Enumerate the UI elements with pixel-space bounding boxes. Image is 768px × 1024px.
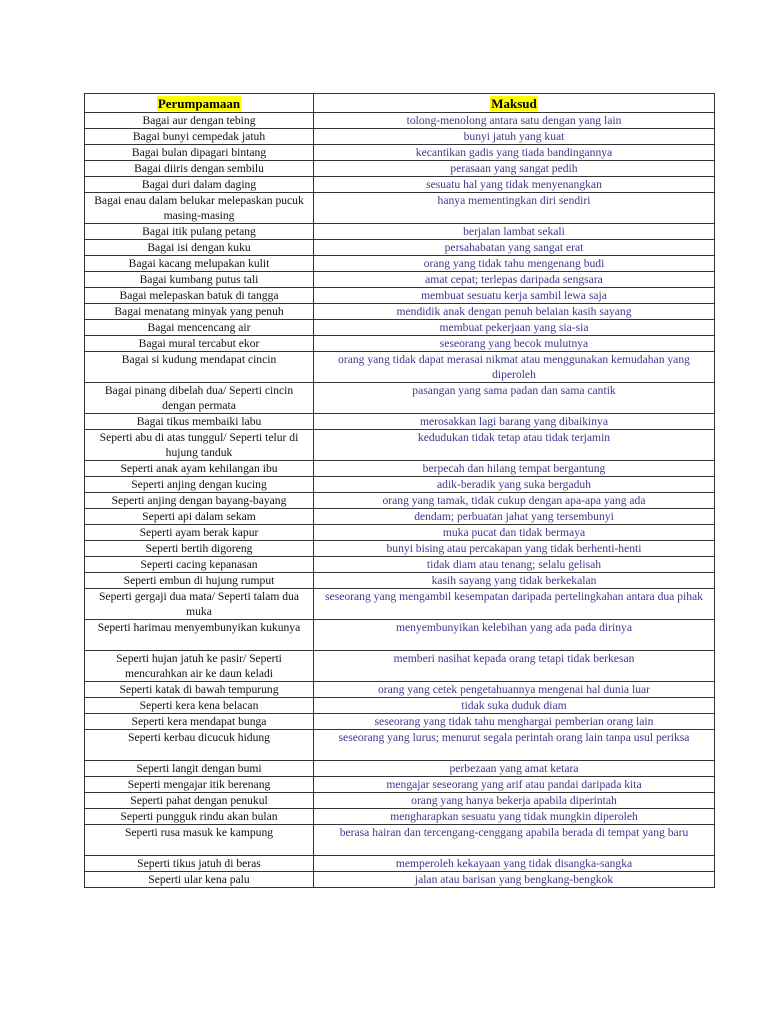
header-maksud-label: Maksud bbox=[491, 96, 537, 111]
perumpamaan-cell: Bagai menatang minyak yang penuh bbox=[85, 304, 314, 320]
table-row bbox=[85, 541, 715, 557]
perumpamaan-cell: Seperti katak di bawah tempurung bbox=[85, 682, 314, 698]
perumpamaan-cell: Bagai kumbang putus tali bbox=[85, 272, 314, 288]
maksud-cell: berjalan lambat sekali bbox=[314, 224, 715, 240]
perumpamaan-cell: Seperti embun di hujung rumput bbox=[85, 573, 314, 589]
maksud-cell: memperoleh kekayaan yang tidak disangka-sangka bbox=[314, 856, 715, 872]
table-row bbox=[85, 414, 715, 430]
perumpamaan-cell: Bagai melepaskan batuk di tangga bbox=[85, 288, 314, 304]
perumpamaan-cell: Seperti rusa masuk ke kampung bbox=[85, 825, 314, 856]
table-row bbox=[85, 761, 715, 777]
perumpamaan-cell: Seperti anjing dengan kucing bbox=[85, 477, 314, 493]
maksud-cell: mengajar seseorang yang arif atau pandai daripada kita bbox=[314, 777, 715, 793]
maksud-cell: memberi nasihat kepada orang tetapi tidak berkesan bbox=[314, 651, 715, 682]
table-row bbox=[85, 477, 715, 493]
perumpamaan-cell: Seperti mengajar itik berenang bbox=[85, 777, 314, 793]
table-row bbox=[85, 651, 715, 682]
perumpamaan-cell: Seperti anjing dengan bayang-bayang bbox=[85, 493, 314, 509]
table-row bbox=[85, 682, 715, 698]
maksud-cell: tidak diam atau tenang; selalu gelisah bbox=[314, 557, 715, 573]
perumpamaan-cell: Seperti api dalam sekam bbox=[85, 509, 314, 525]
maksud-cell: orang yang tidak dapat merasai nikmat atau menggunakan kemudahan yang diperoleh bbox=[314, 352, 715, 383]
maksud-cell: amat cepat; terlepas daripada sengsara bbox=[314, 272, 715, 288]
table-row bbox=[85, 336, 715, 352]
table-row bbox=[85, 698, 715, 714]
table-row bbox=[85, 589, 715, 620]
table-row bbox=[85, 383, 715, 414]
header-maksud bbox=[314, 94, 715, 113]
perumpamaan-cell: Seperti harimau menyembunyikan kukunya bbox=[85, 620, 314, 651]
perumpamaan-cell: Seperti langit dengan bumi bbox=[85, 761, 314, 777]
perumpamaan-cell: Bagai mural tercabut ekor bbox=[85, 336, 314, 352]
perumpamaan-table bbox=[84, 93, 715, 888]
maksud-cell: seseorang yang tidak tahu menghargai pemberian orang lain bbox=[314, 714, 715, 730]
perumpamaan-cell: Seperti kerbau dicucuk hidung bbox=[85, 730, 314, 761]
perumpamaan-cell: Bagai duri dalam daging bbox=[85, 177, 314, 193]
maksud-cell: orang yang tidak tahu mengenang budi bbox=[314, 256, 715, 272]
maksud-cell: bunyi bising atau percakapan yang tidak berhenti-henti bbox=[314, 541, 715, 557]
perumpamaan-cell: Bagai bulan dipagari bintang bbox=[85, 145, 314, 161]
table-row bbox=[85, 177, 715, 193]
perumpamaan-cell: Seperti cacing kepanasan bbox=[85, 557, 314, 573]
perumpamaan-cell: Bagai tikus membaiki labu bbox=[85, 414, 314, 430]
maksud-cell: pasangan yang sama padan dan sama cantik bbox=[314, 383, 715, 414]
perumpamaan-cell: Seperti kera mendapat bunga bbox=[85, 714, 314, 730]
perumpamaan-cell: Seperti abu di atas tunggul/ Seperti telur di hujung tanduk bbox=[85, 430, 314, 461]
perumpamaan-cell: Bagai itik pulang petang bbox=[85, 224, 314, 240]
table-row bbox=[85, 793, 715, 809]
maksud-cell: orang yang hanya bekerja apabila diperintah bbox=[314, 793, 715, 809]
maksud-cell: orang yang cetek pengetahuannya mengenai hal dunia luar bbox=[314, 682, 715, 698]
perumpamaan-cell: Bagai kacang melupakan kulit bbox=[85, 256, 314, 272]
maksud-cell: mendidik anak dengan penuh belaian kasih sayang bbox=[314, 304, 715, 320]
table-row bbox=[85, 256, 715, 272]
maksud-cell: kasih sayang yang tidak berkekalan bbox=[314, 573, 715, 589]
maksud-cell: seseorang yang becok mulutnya bbox=[314, 336, 715, 352]
maksud-cell: perbezaan yang amat ketara bbox=[314, 761, 715, 777]
perumpamaan-cell: Seperti ayam berak kapur bbox=[85, 525, 314, 541]
maksud-cell: adik-beradik yang suka bergaduh bbox=[314, 477, 715, 493]
header-perumpamaan bbox=[85, 94, 314, 113]
table-row bbox=[85, 730, 715, 761]
table-row bbox=[85, 113, 715, 129]
table-row bbox=[85, 352, 715, 383]
maksud-cell: membuat sesuatu kerja sambil lewa saja bbox=[314, 288, 715, 304]
table-row bbox=[85, 714, 715, 730]
perumpamaan-cell: Seperti pahat dengan penukul bbox=[85, 793, 314, 809]
maksud-cell: tidak suka duduk diam bbox=[314, 698, 715, 714]
maksud-cell: seseorang yang lurus; menurut segala perintah orang lain tanpa usul periksa bbox=[314, 730, 715, 761]
maksud-cell: tolong-menolong antara satu dengan yang lain bbox=[314, 113, 715, 129]
perumpamaan-cell: Bagai isi dengan kuku bbox=[85, 240, 314, 256]
table-row bbox=[85, 430, 715, 461]
maksud-cell: membuat pekerjaan yang sia-sia bbox=[314, 320, 715, 336]
table-row bbox=[85, 620, 715, 651]
perumpamaan-cell: Bagai enau dalam belukar melepaskan pucuk masing-masing bbox=[85, 193, 314, 224]
document-page bbox=[84, 93, 714, 888]
table-row bbox=[85, 509, 715, 525]
table-row bbox=[85, 856, 715, 872]
table-row bbox=[85, 272, 715, 288]
perumpamaan-cell: Seperti anak ayam kehilangan ibu bbox=[85, 461, 314, 477]
perumpamaan-cell: Seperti bertih digoreng bbox=[85, 541, 314, 557]
table-row bbox=[85, 145, 715, 161]
table-row bbox=[85, 573, 715, 589]
perumpamaan-cell: Seperti hujan jatuh ke pasir/ Seperti mencurahkan air ke daun keladi bbox=[85, 651, 314, 682]
maksud-cell: muka pucat dan tidak bermaya bbox=[314, 525, 715, 541]
perumpamaan-cell: Seperti tikus jatuh di beras bbox=[85, 856, 314, 872]
maksud-cell: orang yang tamak, tidak cukup dengan apa-apa yang ada bbox=[314, 493, 715, 509]
maksud-cell: perasaan yang sangat pedih bbox=[314, 161, 715, 177]
maksud-cell: berpecah dan hilang tempat bergantung bbox=[314, 461, 715, 477]
table-header-row bbox=[85, 94, 715, 113]
maksud-cell: kecantikan gadis yang tiada bandingannya bbox=[314, 145, 715, 161]
maksud-cell: hanya mementingkan diri sendiri bbox=[314, 193, 715, 224]
maksud-cell: sesuatu hal yang tidak menyenangkan bbox=[314, 177, 715, 193]
maksud-cell: dendam; perbuatan jahat yang tersembunyi bbox=[314, 509, 715, 525]
perumpamaan-cell: Seperti pungguk rindu akan bulan bbox=[85, 809, 314, 825]
perumpamaan-cell: Seperti kera kena belacan bbox=[85, 698, 314, 714]
maksud-cell: bunyi jatuh yang kuat bbox=[314, 129, 715, 145]
maksud-cell: berasa hairan dan tercengang-cenggang apabila berada di tempat yang baru bbox=[314, 825, 715, 856]
table-row bbox=[85, 129, 715, 145]
table-row bbox=[85, 224, 715, 240]
header-perumpamaan-label: Perumpamaan bbox=[157, 96, 241, 111]
maksud-cell: menyembunyikan kelebihan yang ada pada dirinya bbox=[314, 620, 715, 651]
perumpamaan-cell: Bagai aur dengan tebing bbox=[85, 113, 314, 129]
table-row bbox=[85, 304, 715, 320]
table-row bbox=[85, 872, 715, 888]
perumpamaan-cell: Bagai pinang dibelah dua/ Seperti cincin dengan permata bbox=[85, 383, 314, 414]
maksud-cell: kedudukan tidak tetap atau tidak terjamin bbox=[314, 430, 715, 461]
maksud-cell: mengharapkan sesuatu yang tidak mungkin diperoleh bbox=[314, 809, 715, 825]
table-row bbox=[85, 493, 715, 509]
perumpamaan-cell: Bagai bunyi cempedak jatuh bbox=[85, 129, 314, 145]
table-row bbox=[85, 320, 715, 336]
table-row bbox=[85, 161, 715, 177]
table-row bbox=[85, 525, 715, 541]
perumpamaan-cell: Seperti ular kena palu bbox=[85, 872, 314, 888]
perumpamaan-cell: Bagai diiris dengan sembilu bbox=[85, 161, 314, 177]
maksud-cell: persahabatan yang sangat erat bbox=[314, 240, 715, 256]
maksud-cell: jalan atau barisan yang bengkang-bengkok bbox=[314, 872, 715, 888]
table-row bbox=[85, 777, 715, 793]
perumpamaan-cell: Bagai si kudung mendapat cincin bbox=[85, 352, 314, 383]
table-row bbox=[85, 240, 715, 256]
table-row bbox=[85, 825, 715, 856]
perumpamaan-cell: Seperti gergaji dua mata/ Seperti talam dua muka bbox=[85, 589, 314, 620]
table-row bbox=[85, 193, 715, 224]
table-row bbox=[85, 557, 715, 573]
table-row bbox=[85, 461, 715, 477]
table-row bbox=[85, 809, 715, 825]
maksud-cell: merosakkan lagi barang yang dibaikinya bbox=[314, 414, 715, 430]
maksud-cell: seseorang yang mengambil kesempatan daripada pertelingkahan antara dua pihak bbox=[314, 589, 715, 620]
perumpamaan-cell: Bagai mencencang air bbox=[85, 320, 314, 336]
table-row bbox=[85, 288, 715, 304]
